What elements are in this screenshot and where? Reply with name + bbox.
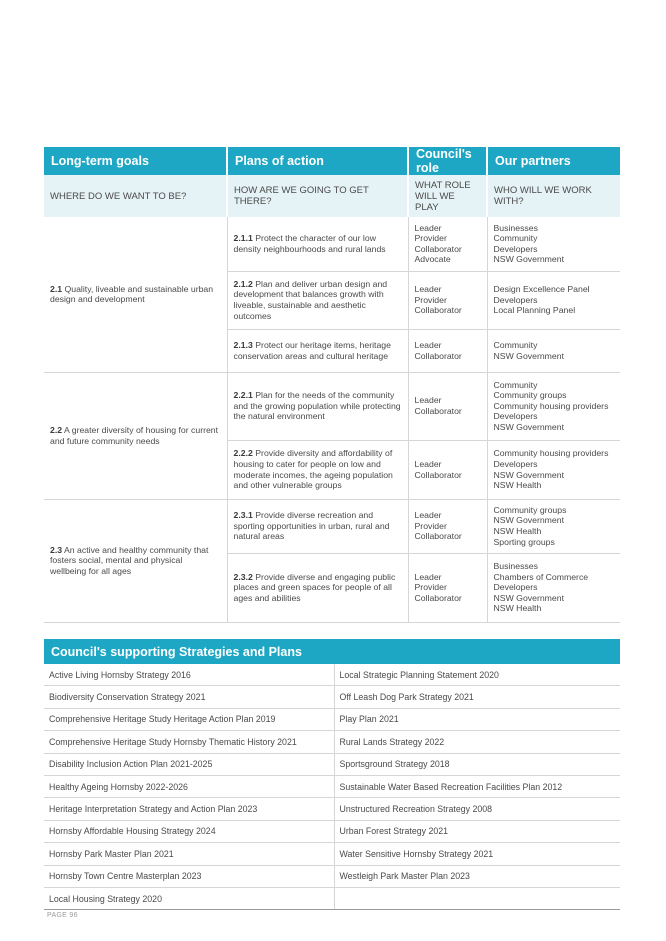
action-2-2-1: 2.2.1 Plan for the needs of the community and the growing population while protecting the natural environment: [227, 372, 408, 440]
table-row: [44, 798, 620, 820]
strategy-item: Water Sensitive Hornsby Strategy 2021: [334, 843, 620, 865]
table-row: [44, 372, 620, 440]
strategy-item: Play Plan 2021: [334, 708, 620, 730]
goal-2-2: 2.2 A greater diversity of housing for current and future community needs: [44, 372, 227, 499]
table-row: [44, 686, 620, 708]
partners-cell: Design Excellence Panel Developers Local Planning Panel: [487, 271, 620, 329]
role-cell: Leader Collaborator: [408, 440, 487, 499]
strategy-item: Sustainable Water Based Recreation Facilities Plan 2012: [334, 775, 620, 797]
strategy-item: Off Leash Dog Park Strategy 2021: [334, 686, 620, 708]
header-our-partners: Our partners: [487, 147, 620, 175]
strategy-item: Rural Lands Strategy 2022: [334, 731, 620, 753]
partners-cell: Businesses Chambers of Commerce Developers NSW Government NSW Health: [487, 553, 620, 622]
table-row: [44, 499, 620, 553]
table-row: [44, 708, 620, 730]
action-2-1-2: 2.1.2 Plan and deliver urban design and development that balances growth with liveable, sustainable and aesthetic outcomes: [227, 271, 408, 329]
table-row: [44, 753, 620, 775]
partners-cell: Community housing providers Developers NSW Government NSW Health: [487, 440, 620, 499]
long-term-goals-table: [44, 147, 620, 623]
table-row: [44, 887, 620, 909]
partners-cell: Community Community groups Community housing providers Developers NSW Government: [487, 372, 620, 440]
goal-2-3: 2.3 An active and healthy community that fosters social, mental and physical wellbeing for all ages: [44, 499, 227, 622]
strategy-item: Unstructured Recreation Strategy 2008: [334, 798, 620, 820]
table-row: [44, 664, 620, 686]
table-row: [44, 820, 620, 842]
table-row: [44, 731, 620, 753]
strategy-item: Local Housing Strategy 2020: [44, 887, 334, 909]
subheader-partners: WHO WILL WE WORK WITH?: [487, 175, 620, 217]
action-2-3-2: 2.3.2 Provide diverse and engaging public places and green spaces for people of all ages and abilities: [227, 553, 408, 622]
subheader-row: [44, 175, 620, 217]
table-row: [44, 843, 620, 865]
strategy-item: [334, 887, 620, 909]
strategy-item: Comprehensive Heritage Study Hornsby Thematic History 2021: [44, 731, 334, 753]
header-long-term-goals: Long-term goals: [44, 147, 227, 175]
strategy-item: Urban Forest Strategy 2021: [334, 820, 620, 842]
supporting-strategies-table: [44, 639, 620, 910]
header-plans-of-action: Plans of action: [227, 147, 408, 175]
subheader-role: WHAT ROLE WILL WE PLAY: [408, 175, 487, 217]
strategy-item: Healthy Ageing Hornsby 2022-2026: [44, 775, 334, 797]
role-cell: Leader Provider Collaborator: [408, 553, 487, 622]
strategy-item: Westleigh Park Master Plan 2023: [334, 865, 620, 887]
role-cell: Leader Provider Collaborator: [408, 271, 487, 329]
role-cell: Leader Provider Collaborator: [408, 499, 487, 553]
strategy-item: Hornsby Town Centre Masterplan 2023: [44, 865, 334, 887]
table-row: [44, 865, 620, 887]
action-2-2-2: 2.2.2 Provide diversity and affordability of housing to cater for people on low and moderate incomes, the ageing population and other vulnerable groups: [227, 440, 408, 499]
strategy-item: Comprehensive Heritage Study Heritage Action Plan 2019: [44, 708, 334, 730]
partners-cell: Community NSW Government: [487, 329, 620, 372]
table-row: [44, 217, 620, 271]
header-councils-role: Council's role: [408, 147, 487, 175]
subheader-goals: WHERE DO WE WANT TO BE?: [44, 175, 227, 217]
strategy-item: Biodiversity Conservation Strategy 2021: [44, 686, 334, 708]
role-cell: Leader Collaborator: [408, 329, 487, 372]
role-cell: Leader Provider Collaborator Advocate: [408, 217, 487, 271]
strategy-item: Disability Inclusion Action Plan 2021-2025: [44, 753, 334, 775]
strategy-item: Hornsby Affordable Housing Strategy 2024: [44, 820, 334, 842]
action-2-1-3: 2.1.3 Protect our heritage items, heritage conservation areas and cultural heritage: [227, 329, 408, 372]
page-number: PAGE 96: [47, 912, 78, 919]
header-row: [44, 147, 620, 175]
partners-cell: Community groups NSW Government NSW Health Sporting groups: [487, 499, 620, 553]
table-row: [44, 775, 620, 797]
goal-2-1: 2.1 Quality, liveable and sustainable urban design and development: [44, 217, 227, 372]
action-2-3-1: 2.3.1 Provide diverse recreation and sporting opportunities in urban, rural and natural areas: [227, 499, 408, 553]
action-2-1-1: 2.1.1 Protect the character of our low density neighbourhoods and rural lands: [227, 217, 408, 271]
subheader-plans: HOW ARE WE GOING TO GET THERE?: [227, 175, 408, 217]
strategy-item: Local Strategic Planning Statement 2020: [334, 664, 620, 686]
strategy-item: Heritage Interpretation Strategy and Action Plan 2023: [44, 798, 334, 820]
supporting-strategies-title: Council's supporting Strategies and Plans: [44, 639, 620, 664]
strategy-item: Sportsground Strategy 2018: [334, 753, 620, 775]
role-cell: Leader Collaborator: [408, 372, 487, 440]
partners-cell: Businesses Community Developers NSW Government: [487, 217, 620, 271]
strategy-item: Hornsby Park Master Plan 2021: [44, 843, 334, 865]
strategy-item: Active Living Hornsby Strategy 2016: [44, 664, 334, 686]
